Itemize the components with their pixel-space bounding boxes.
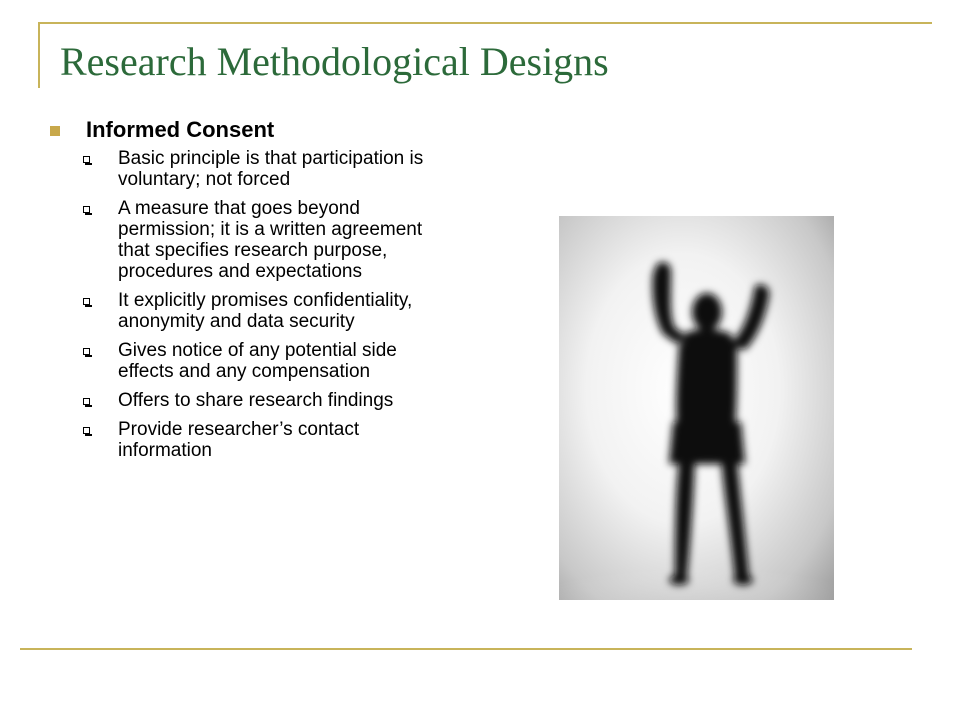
list-item: [83, 148, 450, 190]
hollow-square-bullet-icon: [83, 298, 90, 305]
list-item-text: Provide researcher’s contact information: [118, 419, 360, 461]
hollow-square-bullet-icon: [83, 206, 90, 213]
slide-title: Research Methodological Designs: [60, 39, 609, 84]
frame-top-rule: [38, 22, 932, 24]
hollow-square-bullet-icon: [83, 348, 90, 355]
slide-body: [50, 116, 450, 469]
hollow-square-bullet-icon: [83, 156, 90, 163]
frame-bottom-rule: [20, 648, 912, 650]
silhouette-person-icon: [559, 216, 834, 600]
list-item: [83, 340, 450, 382]
list-item: [83, 198, 450, 282]
hollow-square-bullet-icon: [83, 398, 90, 405]
list-item: [83, 419, 450, 461]
list-item: [83, 290, 450, 332]
square-bullet-icon: [50, 126, 60, 136]
main-bullet-label: Informed Consent: [86, 117, 275, 142]
hollow-square-bullet-icon: [83, 427, 90, 434]
list-item-text: A measure that goes beyond permission; it is a written agreement that specifies research purpose, procedures and expectations: [118, 198, 423, 282]
sub-bullet-list: [50, 148, 450, 461]
list-item: [83, 390, 450, 411]
list-item-text: It explicitly promises confidentiality, anonymity and data security: [118, 290, 413, 332]
silhouette-photo: [559, 216, 834, 600]
list-item-text: Gives notice of any potential side effects and any compensation: [118, 340, 397, 382]
main-bullet: [50, 116, 450, 144]
frame-left-rule: [38, 22, 40, 88]
list-item-text: Basic principle is that participation is voluntary; not forced: [118, 148, 424, 190]
list-item-text: Offers to share research findings: [118, 390, 394, 411]
